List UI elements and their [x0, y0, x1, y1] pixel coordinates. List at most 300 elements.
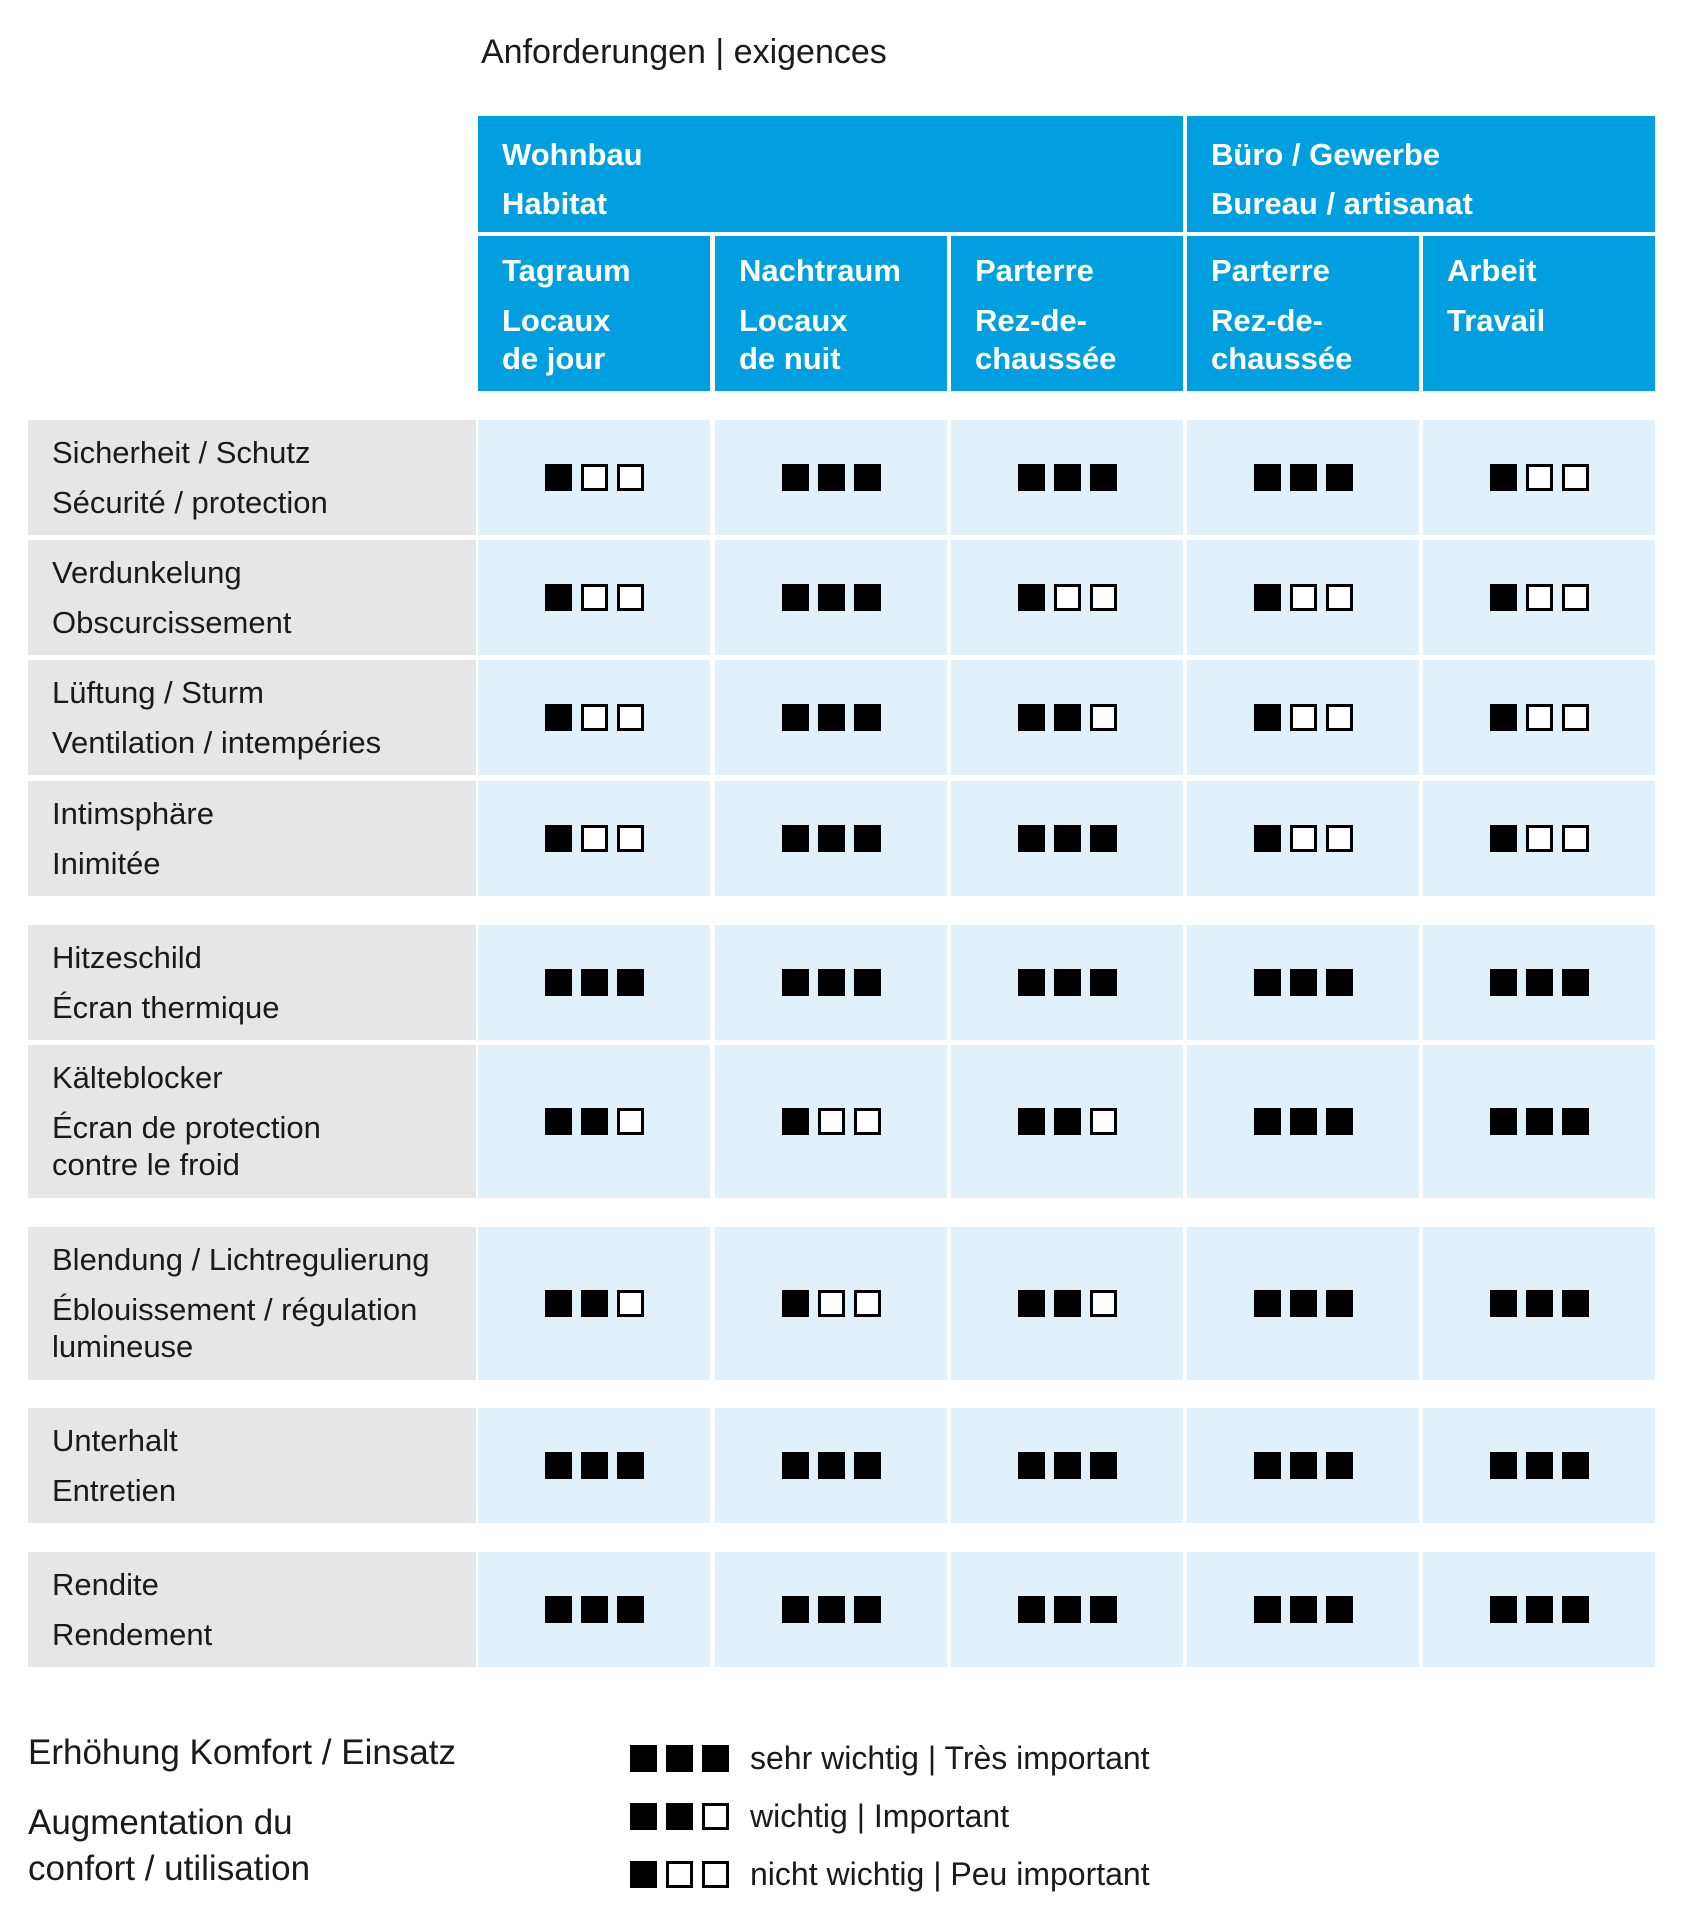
row-label-gap: [52, 1459, 476, 1472]
filled-square: [545, 584, 572, 611]
filled-square: [854, 464, 881, 491]
rating-cell: [951, 660, 1183, 775]
row-label: [28, 1408, 476, 1523]
filled-square: [545, 1596, 572, 1623]
column-header-line: de nuit: [739, 341, 841, 376]
rating-cell: [478, 1552, 710, 1667]
rating-cell: [951, 781, 1183, 896]
filled-square: [1490, 1108, 1517, 1135]
rating-cell: [1187, 420, 1419, 535]
rating-cell: [1187, 1227, 1419, 1380]
empty-square: [1090, 1108, 1117, 1135]
filled-square: [545, 1108, 572, 1135]
row-label-fr: Écran de protection: [52, 1110, 321, 1145]
filled-square: [818, 969, 845, 996]
rating-cell: [951, 540, 1183, 655]
rating-cell: [1423, 1552, 1655, 1667]
row-label-de: Blendung / Lichtregulierung: [52, 1242, 430, 1277]
filled-square: [1326, 1108, 1353, 1135]
row-label-fr: Écran thermique: [52, 990, 280, 1025]
filled-square: [1054, 1290, 1081, 1317]
rating-cell: [951, 1227, 1183, 1380]
filled-square: [545, 1452, 572, 1479]
row-label: [28, 1552, 476, 1667]
rating-cell: [1423, 925, 1655, 1040]
rating-squares: [1490, 1108, 1589, 1135]
empty-square: [1526, 584, 1553, 611]
filled-square: [1090, 825, 1117, 852]
rating-squares: [1490, 1452, 1589, 1479]
filled-square: [630, 1803, 657, 1830]
filled-square: [1490, 464, 1517, 491]
row-label-de: Unterhalt: [52, 1423, 178, 1458]
filled-square: [1018, 969, 1045, 996]
rating-cell: [715, 1227, 947, 1380]
column-header-line: Travail: [1447, 303, 1546, 338]
row-label-de: Rendite: [52, 1567, 159, 1602]
rating-cell: [1187, 1408, 1419, 1523]
legend-label: nicht wichtig | Peu important: [750, 1856, 1150, 1892]
rating-cell: [715, 781, 947, 896]
empty-square: [1326, 704, 1353, 731]
rating-squares: [1254, 969, 1353, 996]
rating-cell: [951, 420, 1183, 535]
row-label-fr: Inimitée: [52, 846, 161, 881]
row-label-fr: Obscurcissement: [52, 605, 292, 640]
rating-squares: [1254, 1108, 1353, 1135]
row-label: [28, 1045, 476, 1198]
empty-square: [581, 464, 608, 491]
filled-square: [1290, 464, 1317, 491]
rating-squares: [782, 1290, 881, 1317]
filled-square: [1054, 1596, 1081, 1623]
filled-square: [1562, 1108, 1589, 1135]
rating-cell: [1423, 540, 1655, 655]
rating-cell: [1423, 420, 1655, 535]
empty-square: [1090, 584, 1117, 611]
rating-squares: [630, 1861, 730, 1888]
filled-square: [1018, 464, 1045, 491]
group-header-residential: [478, 116, 1183, 232]
rating-cell: [1423, 1408, 1655, 1523]
empty-square: [1290, 704, 1317, 731]
filled-square: [1562, 1596, 1589, 1623]
rating-squares: [1490, 584, 1589, 611]
empty-square: [818, 1108, 845, 1135]
row-label-de: Lüftung / Sturm: [52, 675, 264, 710]
rating-squares: [1254, 1596, 1353, 1623]
filled-square: [1054, 1108, 1081, 1135]
row-label-de: Intimsphäre: [52, 796, 214, 831]
filled-square: [1490, 1290, 1517, 1317]
rating-squares: [782, 969, 881, 996]
filled-square: [1290, 1290, 1317, 1317]
rating-cell: [1187, 925, 1419, 1040]
filled-square: [1290, 969, 1317, 996]
filled-square: [1490, 1596, 1517, 1623]
filled-square: [1018, 1452, 1045, 1479]
row-label-gap: [52, 471, 476, 484]
filled-square: [1254, 1596, 1281, 1623]
filled-square: [1526, 969, 1553, 996]
filled-square: [630, 1745, 657, 1772]
rating-cell: [1187, 540, 1419, 655]
column-header-line: Locaux: [502, 303, 611, 338]
filled-square: [1526, 1452, 1553, 1479]
filled-square: [782, 969, 809, 996]
rating-cell: [1423, 1227, 1655, 1380]
filled-square: [581, 1108, 608, 1135]
page-title: Anforderungen | exigences: [481, 33, 887, 71]
empty-square: [854, 1290, 881, 1317]
filled-square: [1290, 1596, 1317, 1623]
rating-cell: [951, 1552, 1183, 1667]
rating-cell: [1423, 660, 1655, 775]
filled-square: [818, 1596, 845, 1623]
row-label: [28, 420, 476, 535]
empty-square: [617, 704, 644, 731]
group-header-line: Bureau / artisanat: [1211, 186, 1473, 221]
empty-square: [581, 825, 608, 852]
filled-square: [1018, 1108, 1045, 1135]
legend-title-fr-2: confort / utilisation: [28, 1849, 311, 1888]
filled-square: [854, 969, 881, 996]
filled-square: [1526, 1290, 1553, 1317]
filled-square: [782, 1290, 809, 1317]
rating-squares: [545, 464, 644, 491]
filled-square: [1526, 1108, 1553, 1135]
column-header: [1423, 236, 1655, 391]
column-header: [715, 236, 947, 391]
filled-square: [545, 704, 572, 731]
empty-square: [702, 1861, 729, 1888]
legend-label: wichtig | Important: [750, 1798, 1010, 1834]
rating-squares: [782, 704, 881, 731]
empty-square: [1562, 825, 1589, 852]
filled-square: [1326, 969, 1353, 996]
rating-squares: [782, 464, 881, 491]
column-header-line: de jour: [502, 341, 606, 376]
rating-squares: [1490, 464, 1589, 491]
legend-item: [630, 1854, 1150, 1894]
filled-square: [1018, 825, 1045, 852]
rating-squares: [545, 1596, 644, 1623]
rating-squares: [545, 704, 644, 731]
filled-square: [1290, 1452, 1317, 1479]
filled-square: [1490, 584, 1517, 611]
filled-square: [1254, 969, 1281, 996]
filled-square: [854, 584, 881, 611]
filled-square: [1526, 1596, 1553, 1623]
rating-cell: [951, 1045, 1183, 1198]
rating-squares: [1490, 969, 1589, 996]
rating-cell: [715, 1408, 947, 1523]
filled-square: [1018, 584, 1045, 611]
filled-square: [581, 1290, 608, 1317]
empty-square: [702, 1803, 729, 1830]
rating-cell: [478, 1408, 710, 1523]
row-label-gap: [52, 832, 476, 845]
empty-square: [581, 584, 608, 611]
rating-squares: [1018, 704, 1117, 731]
rating-squares: [545, 825, 644, 852]
filled-square: [1054, 464, 1081, 491]
filled-square: [1562, 1290, 1589, 1317]
filled-square: [854, 1596, 881, 1623]
empty-square: [1526, 704, 1553, 731]
column-header-line: Rez-de-: [1211, 303, 1323, 338]
rating-squares: [545, 1108, 644, 1135]
rating-cell: [715, 540, 947, 655]
rating-squares: [782, 1596, 881, 1623]
row-label: [28, 540, 476, 655]
row-label: [28, 781, 476, 896]
row-label-de: Hitzeschild: [52, 940, 202, 975]
group-header-line: Wohnbau: [502, 137, 643, 172]
filled-square: [666, 1745, 693, 1772]
filled-square: [1326, 1596, 1353, 1623]
rating-squares: [1254, 1452, 1353, 1479]
rating-cell: [478, 660, 710, 775]
filled-square: [1254, 584, 1281, 611]
empty-square: [1054, 584, 1081, 611]
row-label-fr: contre le froid: [52, 1147, 240, 1182]
empty-square: [617, 825, 644, 852]
filled-square: [1562, 1452, 1589, 1479]
filled-square: [1490, 969, 1517, 996]
filled-square: [1018, 1290, 1045, 1317]
row-label: [28, 660, 476, 775]
filled-square: [818, 825, 845, 852]
rating-squares: [782, 584, 881, 611]
filled-square: [1254, 1290, 1281, 1317]
filled-square: [1090, 1452, 1117, 1479]
rating-squares: [1254, 1290, 1353, 1317]
rating-cell: [478, 781, 710, 896]
column-header-line: Parterre: [1211, 253, 1330, 288]
empty-square: [1562, 704, 1589, 731]
column-header-line: chaussée: [975, 341, 1117, 376]
rating-squares: [1254, 464, 1353, 491]
rating-cell: [715, 925, 947, 1040]
empty-square: [1562, 584, 1589, 611]
row-label-fr: Rendement: [52, 1617, 213, 1652]
empty-square: [1090, 1290, 1117, 1317]
column-header-line: Tagraum: [502, 253, 631, 288]
column-header-line: chaussée: [1211, 341, 1353, 376]
filled-square: [617, 1452, 644, 1479]
column-header: [478, 236, 710, 391]
empty-square: [1326, 584, 1353, 611]
empty-square: [581, 704, 608, 731]
empty-square: [1290, 584, 1317, 611]
filled-square: [581, 969, 608, 996]
column-header-line: Nachtraum: [739, 253, 901, 288]
filled-square: [1254, 464, 1281, 491]
empty-square: [617, 464, 644, 491]
rating-squares: [1254, 825, 1353, 852]
rating-cell: [715, 420, 947, 535]
legend-label: sehr wichtig | Très important: [750, 1740, 1150, 1776]
filled-square: [666, 1803, 693, 1830]
empty-square: [666, 1861, 693, 1888]
empty-square: [1526, 825, 1553, 852]
rating-squares: [782, 825, 881, 852]
filled-square: [1090, 464, 1117, 491]
rating-cell: [715, 1045, 947, 1198]
column-header-line: Rez-de-: [975, 303, 1087, 338]
row-label-gap: [52, 976, 476, 989]
filled-square: [1254, 1452, 1281, 1479]
filled-square: [702, 1745, 729, 1772]
filled-square: [617, 969, 644, 996]
rating-squares: [1018, 1108, 1117, 1135]
rating-cell: [715, 1552, 947, 1667]
filled-square: [782, 584, 809, 611]
rating-cell: [951, 925, 1183, 1040]
filled-square: [782, 704, 809, 731]
filled-square: [1290, 1108, 1317, 1135]
rating-squares: [545, 969, 644, 996]
rating-squares: [630, 1745, 730, 1772]
filled-square: [782, 1596, 809, 1623]
filled-square: [782, 1452, 809, 1479]
filled-square: [1054, 1452, 1081, 1479]
filled-square: [854, 704, 881, 731]
group-header-line: Habitat: [502, 186, 608, 221]
row-label-de: Kälteblocker: [52, 1060, 223, 1095]
rating-squares: [630, 1803, 730, 1830]
empty-square: [1326, 825, 1353, 852]
rating-squares: [1018, 1596, 1117, 1623]
filled-square: [818, 464, 845, 491]
rating-cell: [478, 1227, 710, 1380]
rating-cell: [1187, 781, 1419, 896]
filled-square: [1054, 704, 1081, 731]
row-label: [28, 925, 476, 1040]
row-label-fr: lumineuse: [52, 1329, 194, 1364]
group-header-office: [1187, 116, 1655, 232]
rating-squares: [782, 1452, 881, 1479]
row-label-fr: Sécurité / protection: [52, 485, 328, 520]
filled-square: [1090, 1596, 1117, 1623]
row-label-fr: Éblouissement / régulation: [52, 1292, 418, 1327]
rating-cell: [1423, 1045, 1655, 1198]
empty-square: [617, 584, 644, 611]
row-label-fr: Ventilation / intempéries: [52, 725, 382, 760]
filled-square: [1254, 825, 1281, 852]
filled-square: [1326, 1452, 1353, 1479]
rating-cell: [478, 925, 710, 1040]
rating-cell: [1187, 1552, 1419, 1667]
group-header-line: Büro / Gewerbe: [1211, 137, 1441, 172]
rating-squares: [1018, 464, 1117, 491]
rating-squares: [1490, 825, 1589, 852]
filled-square: [782, 1108, 809, 1135]
rating-squares: [545, 1290, 644, 1317]
rating-squares: [1490, 1290, 1589, 1317]
rating-squares: [1490, 704, 1589, 731]
filled-square: [854, 825, 881, 852]
filled-square: [630, 1861, 657, 1888]
filled-square: [782, 825, 809, 852]
filled-square: [581, 1596, 608, 1623]
rating-cell: [1187, 660, 1419, 775]
filled-square: [782, 464, 809, 491]
filled-square: [1054, 825, 1081, 852]
filled-square: [545, 825, 572, 852]
row-label-gap: [52, 1278, 476, 1291]
legend-title-fr: Augmentation du: [28, 1803, 293, 1842]
column-header: [951, 236, 1183, 391]
row-label-de: Verdunkelung: [52, 555, 242, 590]
row-label-gap: [52, 1096, 476, 1109]
rating-squares: [1018, 825, 1117, 852]
rating-squares: [1018, 969, 1117, 996]
rating-cell: [478, 540, 710, 655]
rating-squares: [1490, 1596, 1589, 1623]
filled-square: [545, 969, 572, 996]
empty-square: [1290, 825, 1317, 852]
column-header-line: Arbeit: [1447, 253, 1537, 288]
filled-square: [818, 1452, 845, 1479]
row-label: [28, 1227, 476, 1380]
legend-item: [630, 1738, 1150, 1778]
filled-square: [818, 584, 845, 611]
filled-square: [617, 1596, 644, 1623]
filled-square: [581, 1452, 608, 1479]
rating-squares: [1254, 584, 1353, 611]
filled-square: [1326, 1290, 1353, 1317]
row-label-gap: [52, 591, 476, 604]
row-label-gap: [52, 1603, 476, 1616]
column-header-line: Locaux: [739, 303, 848, 338]
rating-cell: [715, 660, 947, 775]
rating-squares: [1254, 704, 1353, 731]
filled-square: [1054, 969, 1081, 996]
empty-square: [617, 1290, 644, 1317]
filled-square: [1326, 464, 1353, 491]
row-label-fr: Entretien: [52, 1473, 177, 1508]
rating-cell: [951, 1408, 1183, 1523]
filled-square: [1254, 704, 1281, 731]
empty-square: [1090, 704, 1117, 731]
filled-square: [1018, 1596, 1045, 1623]
rating-squares: [545, 1452, 644, 1479]
filled-square: [1254, 1108, 1281, 1135]
filled-square: [1490, 1452, 1517, 1479]
empty-square: [1562, 464, 1589, 491]
rating-cell: [1423, 781, 1655, 896]
rating-cell: [1187, 1045, 1419, 1198]
empty-square: [854, 1108, 881, 1135]
rating-squares: [545, 584, 644, 611]
empty-square: [617, 1108, 644, 1135]
rating-squares: [1018, 584, 1117, 611]
column-header: [1187, 236, 1419, 391]
rating-squares: [1018, 1290, 1117, 1317]
rating-squares: [782, 1108, 881, 1135]
row-label-de: Sicherheit / Schutz: [52, 435, 311, 470]
filled-square: [854, 1452, 881, 1479]
legend-title-de: Erhöhung Komfort / Einsatz: [28, 1733, 456, 1772]
filled-square: [545, 1290, 572, 1317]
rating-cell: [478, 420, 710, 535]
empty-square: [1526, 464, 1553, 491]
filled-square: [818, 704, 845, 731]
rating-cell: [478, 1045, 710, 1198]
filled-square: [1562, 969, 1589, 996]
